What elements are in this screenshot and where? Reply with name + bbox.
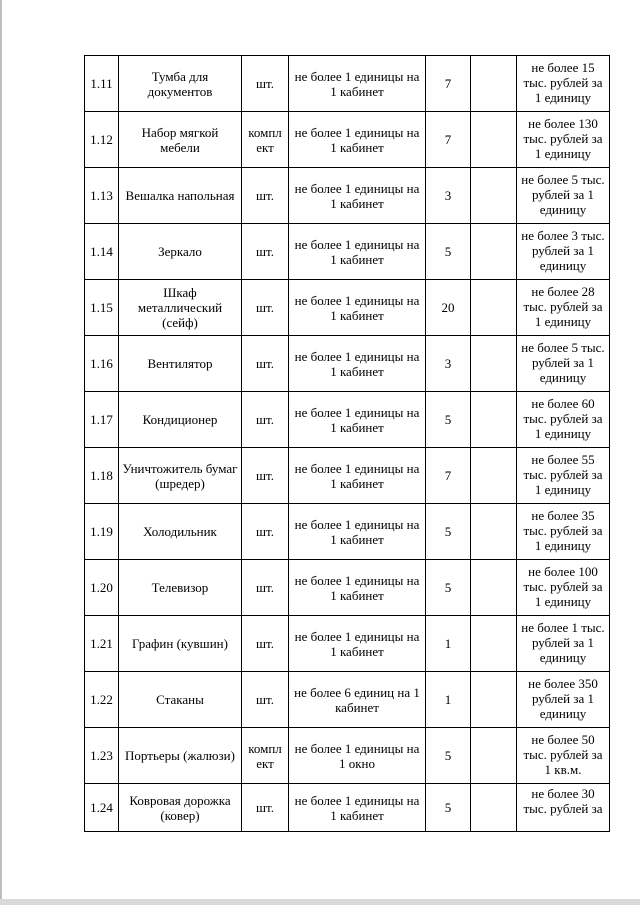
unit-cell: шт.: [242, 392, 289, 448]
item-number-cell: 1.20: [85, 560, 119, 616]
table-row: [85, 504, 610, 560]
empty-cell: [471, 112, 517, 168]
item-number-cell: 1.14: [85, 224, 119, 280]
norm-cell: не более 1 единицы на 1 кабинет: [289, 784, 426, 832]
empty-cell: [471, 672, 517, 728]
item-name-cell: Набор мягкой мебели: [119, 112, 242, 168]
price-limit-cell: не более 100 тыс. рублей за 1 единицу: [517, 560, 610, 616]
quantity-cell: 5: [426, 504, 471, 560]
price-limit-cell: не более 5 тыс. рублей за 1 единицу: [517, 336, 610, 392]
item-name-cell: Кондиционер: [119, 392, 242, 448]
empty-cell: [471, 560, 517, 616]
unit-cell: шт.: [242, 224, 289, 280]
quantity-cell: 5: [426, 224, 471, 280]
table-row: [85, 784, 610, 832]
table-body: [85, 56, 610, 832]
empty-cell: [471, 784, 517, 832]
norm-cell: не более 1 единицы на 1 кабинет: [289, 112, 426, 168]
unit-cell: шт.: [242, 168, 289, 224]
price-limit-cell: не более 5 тыс. рублей за 1 единицу: [517, 168, 610, 224]
page-left-edge: [0, 0, 2, 905]
item-name-cell: Уничтожитель бумаг (шредер): [119, 448, 242, 504]
quantity-cell: 7: [426, 112, 471, 168]
norm-cell: не более 1 единицы на 1 кабинет: [289, 280, 426, 336]
empty-cell: [471, 728, 517, 784]
item-number-cell: 1.23: [85, 728, 119, 784]
empty-cell: [471, 616, 517, 672]
item-number-cell: 1.19: [85, 504, 119, 560]
norm-cell: не более 1 единицы на 1 кабинет: [289, 336, 426, 392]
table-row: [85, 560, 610, 616]
empty-cell: [471, 224, 517, 280]
empty-cell: [471, 168, 517, 224]
norm-cell: не более 1 единицы на 1 кабинет: [289, 224, 426, 280]
quantity-cell: 1: [426, 616, 471, 672]
item-name-cell: Ковровая дорожка (ковер): [119, 784, 242, 832]
empty-cell: [471, 336, 517, 392]
price-limit-cell: не более 350 рублей за 1 единицу: [517, 672, 610, 728]
unit-cell: шт.: [242, 280, 289, 336]
table-row: [85, 448, 610, 504]
unit-cell: шт.: [242, 336, 289, 392]
unit-cell: шт.: [242, 784, 289, 832]
price-limit-cell: не более 3 тыс. рублей за 1 единицу: [517, 224, 610, 280]
norm-cell: не более 1 единицы на 1 кабинет: [289, 560, 426, 616]
item-number-cell: 1.13: [85, 168, 119, 224]
price-limit-cell: не более 35 тыс. рублей за 1 единицу: [517, 504, 610, 560]
norm-cell: не более 6 единиц на 1 кабинет: [289, 672, 426, 728]
table-row: [85, 112, 610, 168]
table-row: [85, 728, 610, 784]
unit-cell: шт.: [242, 616, 289, 672]
item-name-cell: Вешалка напольная: [119, 168, 242, 224]
price-limit-cell: не более 30 тыс. рублей за: [517, 784, 610, 832]
unit-cell: шт.: [242, 560, 289, 616]
item-name-cell: Портьеры (жалюзи): [119, 728, 242, 784]
unit-cell: шт.: [242, 672, 289, 728]
norm-cell: не более 1 единицы на 1 кабинет: [289, 168, 426, 224]
empty-cell: [471, 280, 517, 336]
norm-cell: не более 1 единицы на 1 кабинет: [289, 56, 426, 112]
item-name-cell: Холодильник: [119, 504, 242, 560]
norm-cell: не более 1 единицы на 1 кабинет: [289, 616, 426, 672]
item-number-cell: 1.21: [85, 616, 119, 672]
table-row: [85, 56, 610, 112]
empty-cell: [471, 504, 517, 560]
quantity-cell: 20: [426, 280, 471, 336]
norm-cell: не более 1 единицы на 1 кабинет: [289, 448, 426, 504]
item-number-cell: 1.15: [85, 280, 119, 336]
empty-cell: [471, 392, 517, 448]
item-name-cell: Тумба для документов: [119, 56, 242, 112]
item-number-cell: 1.16: [85, 336, 119, 392]
unit-cell: шт.: [242, 504, 289, 560]
table-row: [85, 168, 610, 224]
unit-cell: компл ект: [242, 728, 289, 784]
unit-cell: компл ект: [242, 112, 289, 168]
empty-cell: [471, 56, 517, 112]
item-number-cell: 1.22: [85, 672, 119, 728]
empty-cell: [471, 448, 517, 504]
price-limit-cell: не более 130 тыс. рублей за 1 единицу: [517, 112, 610, 168]
quantity-cell: 5: [426, 392, 471, 448]
quantity-cell: 3: [426, 168, 471, 224]
quantity-cell: 7: [426, 56, 471, 112]
quantity-cell: 3: [426, 336, 471, 392]
table-row: [85, 280, 610, 336]
price-limit-cell: не более 28 тыс. рублей за 1 единицу: [517, 280, 610, 336]
item-name-cell: Вентилятор: [119, 336, 242, 392]
item-number-cell: 1.24: [85, 784, 119, 832]
item-name-cell: Телевизор: [119, 560, 242, 616]
item-name-cell: Шкаф металлический (сейф): [119, 280, 242, 336]
item-number-cell: 1.11: [85, 56, 119, 112]
quantity-cell: 5: [426, 728, 471, 784]
item-name-cell: Графин (кувшин): [119, 616, 242, 672]
quantity-cell: 7: [426, 448, 471, 504]
table-row: [85, 672, 610, 728]
norm-cell: не более 1 единицы на 1 кабинет: [289, 504, 426, 560]
item-name-cell: Зеркало: [119, 224, 242, 280]
item-number-cell: 1.17: [85, 392, 119, 448]
norm-cell: не более 1 единицы на 1 кабинет: [289, 392, 426, 448]
quantity-cell: 5: [426, 784, 471, 832]
price-limit-cell: не более 15 тыс. рублей за 1 единицу: [517, 56, 610, 112]
price-limit-cell: не более 1 тыс. рублей за 1 единицу: [517, 616, 610, 672]
price-limit-cell: не более 60 тыс. рублей за 1 единицу: [517, 392, 610, 448]
quantity-cell: 5: [426, 560, 471, 616]
item-number-cell: 1.18: [85, 448, 119, 504]
norm-cell: не более 1 единицы на 1 окно: [289, 728, 426, 784]
price-limit-cell: не более 50 тыс. рублей за 1 кв.м.: [517, 728, 610, 784]
price-limit-cell: не более 55 тыс. рублей за 1 единицу: [517, 448, 610, 504]
quantity-cell: 1: [426, 672, 471, 728]
unit-cell: шт.: [242, 56, 289, 112]
table-row: [85, 336, 610, 392]
table-row: [85, 224, 610, 280]
page-bottom-edge: [0, 899, 640, 905]
furniture-norms-table: [84, 55, 610, 832]
table-row: [85, 392, 610, 448]
item-name-cell: Стаканы: [119, 672, 242, 728]
table-row: [85, 616, 610, 672]
unit-cell: шт.: [242, 448, 289, 504]
item-number-cell: 1.12: [85, 112, 119, 168]
